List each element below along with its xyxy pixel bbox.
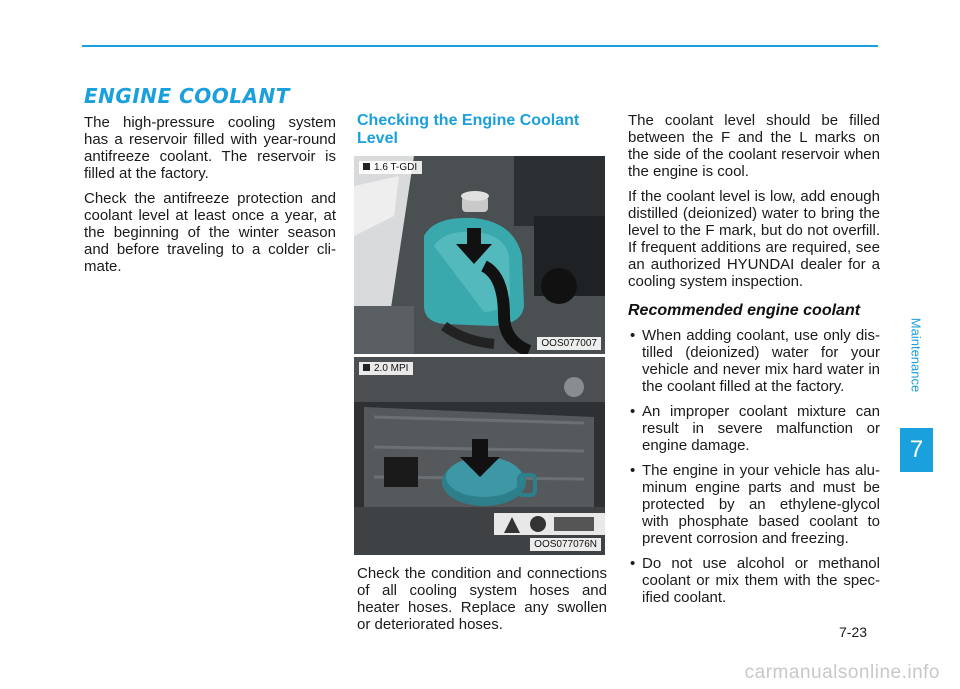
coolant-cap-illustration [354, 357, 605, 555]
engine-photo-1-6-tgdi [354, 156, 605, 354]
list-item: • Do not use alcohol or methanol coolant or mix them with the spec-ified coolant. [628, 555, 880, 606]
figure-code: OOS077007 [537, 337, 601, 350]
list-item: • An improper coolant mixture can result in severe malfunction or engine damage. [628, 403, 880, 454]
engine-variant-label: 1.6 T-GDI [359, 161, 422, 174]
level-paragraph: The coolant level should be filled between the F and the L marks on the side of the coolant reservoir when the engine is cool. [628, 112, 880, 180]
page-number: 7-23 [839, 624, 868, 640]
check-coolant-heading: Checking the Engine Coolant Level [357, 112, 580, 147]
chapter-tab-label: Maintenance [908, 317, 924, 393]
header-rule [82, 45, 878, 47]
level-paragraph: If the coolant level is low, add enough distilled (deionized) water to bring the level to the F mark, but do not overfill. If frequent additions are required, see an authorized HYUNDAI dealer for a cooling system inspection. [628, 188, 880, 290]
watermark: carmanualsonline.info [744, 662, 940, 683]
chapter-number: 7 [900, 428, 933, 472]
engine-photo-2-0-mpi [354, 357, 605, 555]
intro-paragraph: The high-pressure cooling system has a reservoir filled with year-round antifreeze coolant. The reservoir is filled at the factory. [84, 114, 336, 182]
recommended-coolant-list [628, 327, 880, 606]
coolant-level-column [628, 112, 880, 614]
coolant-reservoir-illustration [354, 156, 605, 354]
recommended-coolant-heading: Recommended engine coolant [628, 302, 861, 319]
engine-variant-label: 2.0 MPI [359, 362, 413, 375]
hoses-paragraph: Check the condition and connections of all cooling system hoses and heater hoses. Replace any swollen or deteriorated hoses. [357, 565, 607, 633]
section-title: ENGINE COOLANT [84, 84, 290, 108]
list-item: • The engine in your vehicle has alu-minum engine parts and must be protected by an ethylene-glycol with phosphate based coolant to prevent corrosion and freezing. [628, 462, 880, 547]
intro-column [84, 114, 336, 283]
figure-code: OOS077076N [530, 538, 601, 551]
list-item: • When adding coolant, use only dis-tilled (deionized) water for your vehicle and never mix hard water in the coolant filled at the factory. [628, 327, 880, 395]
intro-paragraph: Check the antifreeze protection and coolant level at least once a year, at the beginning of the winter season and before traveling to a colder cli-mate. [84, 190, 336, 275]
